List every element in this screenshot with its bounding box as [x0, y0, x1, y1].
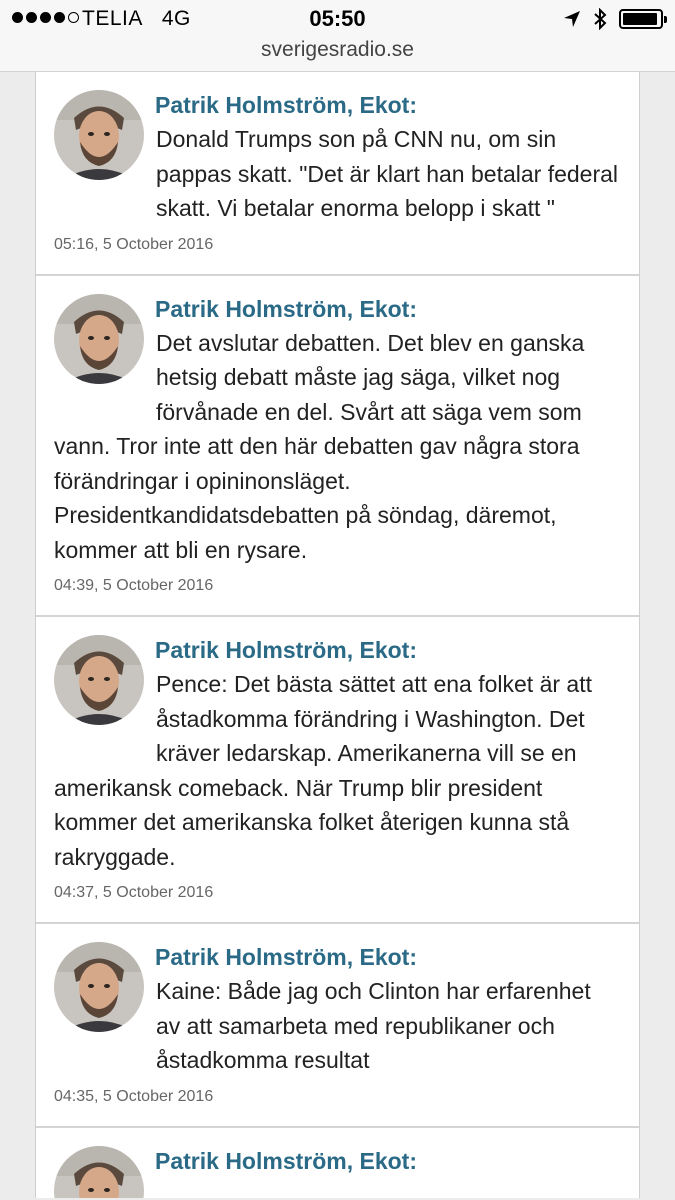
status-icons — [563, 8, 663, 30]
feed-post — [36, 1128, 639, 1198]
post-text: Det avslutar debatten. Det blev en ganska hetsig debatt måste jag säga, vilket nog förvånade en del. Svårt att säga vem som vann. Tror inte att den här debatten gav några stora förändringar i opininonsläget. Presidentkandidatsdebatten på söndag, däremot, kommer att bli en rysare. — [54, 329, 585, 563]
post-author: Patrik Holmström, Ekot: — [155, 1147, 417, 1174]
carrier-name: TELIA — [82, 7, 143, 30]
post-author: Patrik Holmström, Ekot: — [155, 295, 417, 322]
avatar — [54, 90, 144, 180]
avatar — [54, 942, 144, 1032]
feed-post — [36, 617, 639, 924]
battery-icon — [619, 9, 663, 29]
avatar — [54, 294, 144, 384]
post-text: Kaine: Både jag och Clinton har erfarenhet av att samarbeta med republikaner och åstadkomma resultat — [156, 978, 591, 1073]
feed-post — [36, 276, 639, 618]
status-bar — [0, 0, 675, 38]
post-author: Patrik Holmström, Ekot: — [155, 92, 417, 118]
location-arrow-icon — [563, 10, 581, 28]
feed-post — [36, 72, 639, 276]
post-timestamp: 04:35, 5 October 2016 — [54, 1087, 214, 1105]
post-timestamp: 04:37, 5 October 2016 — [54, 884, 214, 901]
url-bar[interactable]: sverigesradio.se — [261, 38, 414, 61]
post-text: Donald Trumps son på CNN nu, om sin pappas skatt. "Det är klart han betalar federal skatt. Vi betalar enorma belopp i skatt " — [156, 126, 619, 221]
post-author: Patrik Holmström, Ekot: — [155, 637, 417, 663]
bluetooth-icon — [593, 8, 607, 30]
post-author: Patrik Holmström, Ekot: — [155, 944, 417, 970]
network-type: 4G — [161, 7, 191, 30]
status-time: 05:50 — [309, 6, 366, 31]
post-timestamp: 04:39, 5 October 2016 — [54, 577, 214, 594]
top-bar — [0, 0, 675, 72]
feed-post — [36, 924, 639, 1128]
post-text: Pence: Det bästa sättet att ena folket är att åstadkomma förändring i Washington. Det kräver ledarskap. Amerikanerna vill se en amerikansk comeback. När Trump blir president kommer det amerikanska folket återigen kunna stå rakryggade. — [54, 671, 592, 870]
post-timestamp: 05:16, 5 October 2016 — [54, 235, 214, 253]
live-feed — [35, 72, 640, 1198]
avatar — [54, 1146, 144, 1198]
avatar — [54, 635, 144, 725]
